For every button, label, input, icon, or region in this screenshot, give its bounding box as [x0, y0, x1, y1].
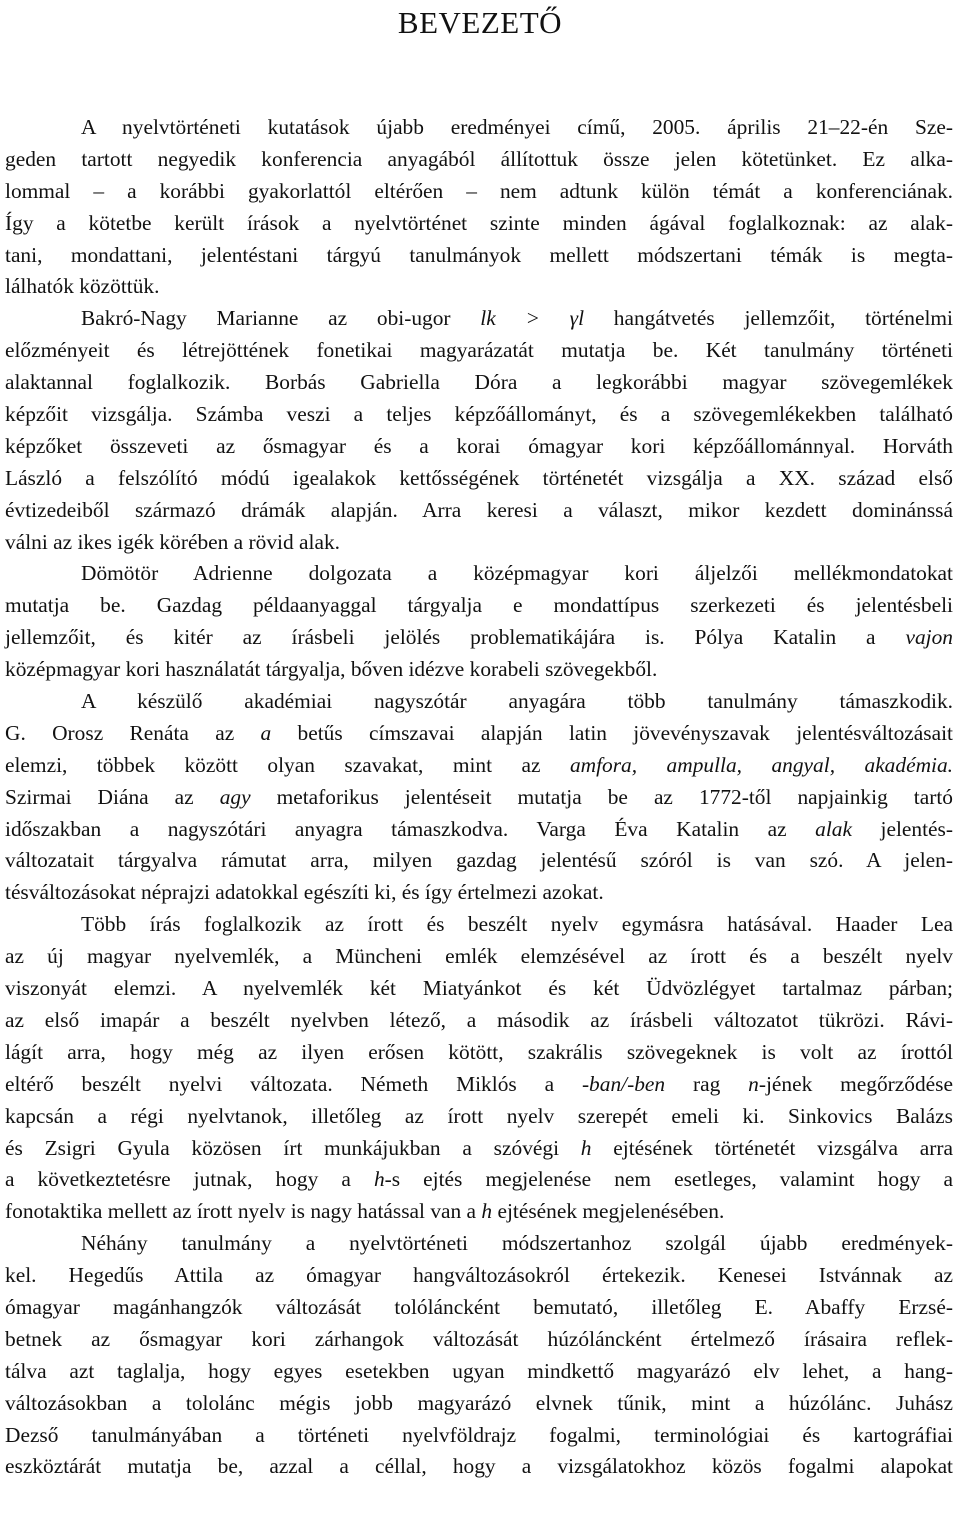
page-title: BEVEZETŐ [397, 5, 563, 40]
text-line [5, 782, 953, 814]
text-segment: viszonyát elemzi. A nyelvemlék két Miatyánkot és két Üdvözlégyet tartalmaz párban; [5, 976, 953, 1001]
text-segment: László a felszólító módú igealakok kettősségének történetét vizsgálja a XX. század első [5, 465, 953, 490]
text-line [5, 814, 953, 846]
text-segment: kapcsán a régi nyelvtanok, illetőleg az írott nyelv szerepét emeli ki. Sinkovics Balázs [5, 1103, 953, 1128]
text-line [5, 1260, 953, 1292]
italic-term: n [748, 1071, 759, 1096]
text-segment: Szirmai Diána az [5, 784, 220, 809]
text-line [5, 495, 953, 527]
text-segment: változásokban a tololánc mégis jobb magyarázó elvnek tűnik, mint a húzólánc. Juhász [5, 1390, 953, 1415]
text-segment: betűs címszavai alapján latin jövevényszavak jelentésváltozásait [271, 720, 953, 745]
text-segment: geden tartott negyedik konferencia anyagából állítottuk össze jelen kötetünket. Ez alka- [5, 146, 953, 171]
text-segment: alaktannal foglalkozik. Borbás Gabriella Dóra a legkorábbi magyar szövegemlékek [5, 370, 953, 395]
text-line [5, 718, 953, 750]
italic-term: alak [815, 816, 852, 841]
text-segment: képzőit vizsgálja. Számba veszi a teljes képzőállományt, és a szövegemlékekben található [5, 402, 953, 427]
text-segment: A készülő akadémiai nagyszótár anyagára több tanulmány támaszkodik. [81, 689, 953, 714]
italic-term: h [373, 1167, 385, 1192]
text-line [5, 144, 953, 176]
text-segment: változatait tárgyalva rámutat arra, milyen gazdag jelentésű szóról is van szó. A jelen- [5, 848, 953, 873]
text-line [5, 367, 953, 399]
text-line [5, 335, 953, 367]
text-line [5, 176, 953, 208]
text-segment: az első imapár a beszélt nyelvben létező, a második az írásbeli változatot tükrözi. Rávi- [5, 1007, 953, 1032]
text-segment: G. Orosz Renáta az [5, 720, 261, 745]
text-segment: rag [665, 1071, 749, 1096]
text-line [5, 622, 953, 654]
text-line [5, 1196, 953, 1228]
text-line [5, 271, 953, 303]
text-line [5, 1388, 953, 1420]
italic-term: h [481, 1199, 493, 1224]
text-line [5, 909, 953, 941]
text-line [5, 527, 953, 559]
text-segment: évtizedeiből származó drámák alapján. Arra keresi a választ, mikor kezdett dominánssá [5, 497, 953, 522]
text-segment: metaforikus jelentéseit mutatja be az 1772-től napjainkig tartó [250, 784, 953, 809]
text-segment: az új magyar nyelvemlék, a Müncheni emlék elemzésével az írott és a beszélt nyelv [5, 944, 953, 969]
text-line [5, 845, 953, 877]
text-segment: időszakban a nagyszótári anyagra támaszkodva. Varga Éva Katalin az [5, 816, 816, 841]
text-segment: Több írás foglalkozik az írott és beszélt nyelv egymásra hatásával. Haader Lea [81, 912, 953, 937]
text-segment: tani, mondattani, jelentéstani tárgyú tanulmányok mellett módszertani témák is megta- [5, 242, 953, 267]
text-segment: mutatja be. Gazdag példaanyaggal tárgyalja e mondattípus szerkezeti és jelentésbeli [5, 593, 953, 618]
text-segment: eszköztárát mutatja be, azzal a céllal, hogy a vizsgálatokhoz közös fogalmi alapokat [5, 1454, 953, 1479]
text-line [5, 431, 953, 463]
text-segment: lálhatók közöttük. [5, 274, 160, 299]
text-segment: elemzi, többek között olyan szavakat, mint az [5, 752, 570, 777]
text-segment: tésváltozásokat néprajzi adatokkal egészíti ki, és így értelmezi azokat. [5, 880, 604, 905]
text-segment: hangátvetés jellemzőit, történelmi [584, 306, 953, 331]
text-segment: Dömötör Adrienne dolgozata a középmagyar kori áljelzői mellékmondatokat [81, 561, 953, 586]
text-line [5, 1005, 953, 1037]
text-line [5, 750, 953, 782]
text-line [5, 1324, 953, 1356]
text-line [5, 303, 953, 335]
text-segment: Így a kötetbe került írások a nyelvtörténet szinte minden ágával foglalkoznak: az alak- [5, 210, 953, 235]
italic-term: -ban/-ben [581, 1071, 666, 1096]
text-line [5, 1420, 953, 1452]
text-line [5, 240, 953, 272]
text-segment: a következtetésre jutnak, hogy a [5, 1167, 374, 1192]
text-line [5, 1292, 953, 1324]
text-line [5, 558, 953, 590]
text-segment: Néhány tanulmány a nyelvtörténeti módszertanhoz szolgál újabb eredmények- [81, 1231, 953, 1256]
text-segment: jelentés- [852, 816, 953, 841]
italic-term: a [260, 720, 272, 745]
text-line [5, 590, 953, 622]
text-segment: jellemzőit, és kitér az írásbeli jelölés problematikájára is. Pólya Katalin a [5, 625, 906, 650]
text-segment: előzményeit és létrejöttének fonetikai magyarázatát mutatja be. Két tanulmány történeti [5, 338, 953, 363]
text-segment: -s ejtés megjelenése nem esetleges, valamint hogy a [384, 1167, 953, 1192]
italic-term: vajon [905, 625, 953, 650]
text-segment: képzőket összeveti az ősmagyar és a korai ómagyar kori képzőállománnyal. Horváth [5, 433, 953, 458]
text-segment: és Zsigri Gyula közösen írt munkájukban a szóvégi [5, 1135, 581, 1160]
text-segment: válni az ikes igék körében a rövid alak. [5, 529, 340, 554]
text-segment: Dezső tanulmányában a történeti nyelvföldrajz fogalmi, terminológiai és kartográfiai [5, 1422, 953, 1447]
text-line [5, 208, 953, 240]
text-line [5, 463, 953, 495]
text-segment: lommal – a korábbi gyakorlattól eltérően – nem adtunk külön témát a konferenciának. [5, 178, 953, 203]
text-segment: ómagyar magánhangzók változását tolóláncként bemutató, illetőleg E. Abaffy Erzsé- [5, 1294, 953, 1319]
italic-term: lk > γl [480, 306, 585, 331]
text-line [5, 654, 953, 686]
italic-term: agy [219, 784, 251, 809]
text-segment: A nyelvtörténeti kutatások újabb eredményei című, 2005. április 21–22-én Sze- [81, 115, 953, 139]
text-segment: betnek az ősmagyar kori zárhangok változását húzóláncként értelmező írásaira reflek- [5, 1326, 953, 1351]
text-line [5, 941, 953, 973]
italic-term: h [580, 1135, 592, 1160]
text-line [5, 1069, 953, 1101]
text-segment: Bakró-Nagy Marianne az obi-ugor [81, 306, 481, 331]
italic-term: amfora, ampulla, angyal, akadémia. [569, 752, 954, 777]
text-line [5, 399, 953, 431]
text-line [5, 1164, 953, 1196]
text-segment: ejtésének megjelenésében. [492, 1199, 725, 1224]
text-line [5, 1037, 953, 1069]
introduction-text [5, 112, 953, 1483]
text-line [5, 973, 953, 1005]
text-line [5, 1228, 953, 1260]
text-line [5, 877, 953, 909]
text-segment: tálva azt taglalja, hogy egyes esetekben ugyan mindkettő magyarázó elv lehet, a hang- [5, 1358, 953, 1383]
text-segment: ejtésének történetét vizsgálva arra [591, 1135, 953, 1160]
text-segment: lágít arra, hogy még az ilyen erősen kötött, szakrális szövegeknek is volt az írottól [5, 1039, 953, 1064]
text-line [5, 112, 953, 144]
text-line [5, 686, 953, 718]
text-line [5, 1101, 953, 1133]
text-segment: eltérő beszélt nyelvi változata. Németh Miklós a [5, 1071, 582, 1096]
text-segment: fonotaktika mellett az írott nyelv is nagy hatással van a [5, 1199, 482, 1224]
text-line [5, 1356, 953, 1388]
text-line [5, 1451, 953, 1483]
text-line [5, 1133, 953, 1165]
text-segment: -jének megőrződése [758, 1071, 953, 1096]
text-segment: kel. Hegedűs Attila az ómagyar hangváltozásokról értekezik. Kenesei Istvánnak az [5, 1263, 953, 1288]
text-segment: középmagyar kori használatát tárgyalja, bőven idézve korabeli szövegekből. [5, 657, 658, 682]
